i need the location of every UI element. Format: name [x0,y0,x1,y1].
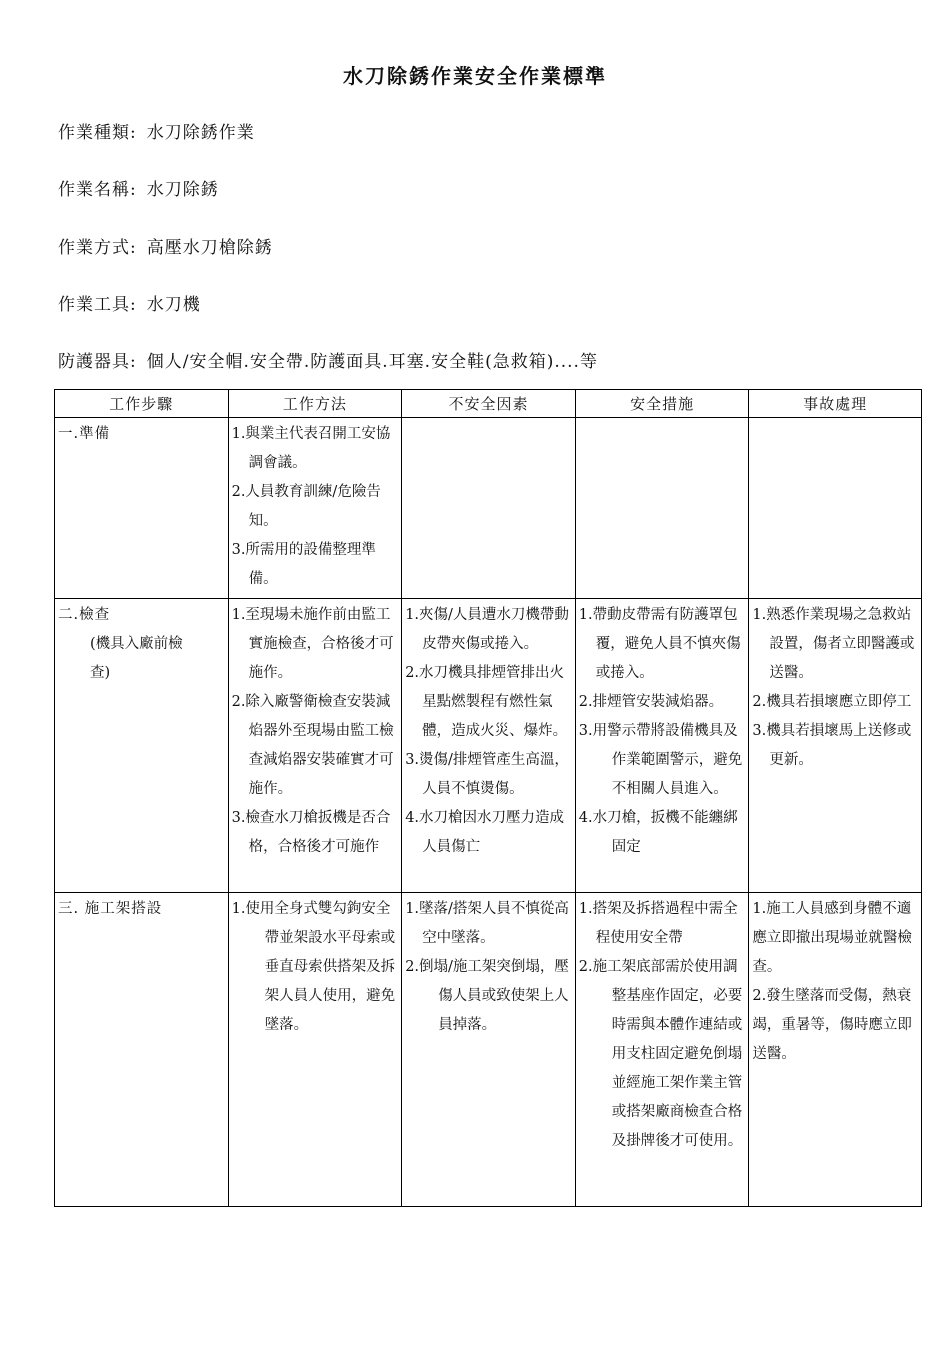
meta-work-method-label: 作業方式: [58,238,137,258]
table-header-row [55,390,922,418]
meta-work-type-label: 作業種類: [58,123,137,143]
meta-work-method-value: 高壓水刀槍除銹 [146,238,273,258]
cell-methods [228,418,402,599]
list-item: 2.水刀機具排煙管排出火星點燃製程有燃性氣體，造成火災、爆炸。 [405,665,568,739]
cell-hazards [402,599,576,893]
cell-methods [228,893,402,1207]
list-item: 4.水刀槍，扳機不能纏綁固定 [578,810,738,855]
meta-work-type [58,118,255,143]
list-item: 1.使用全身式雙勾鉤安全帶並架設水平母索或垂直母索供搭架及拆架人員人使用，避免墜落。 [231,901,396,1033]
cell-handling [749,418,922,599]
meta-protective-gear-label: 防護器具: [58,352,137,372]
cell-measures [575,599,749,893]
list-item: 1.與業主代表召開工安協調會議。 [231,426,391,471]
list-item: 2.排煙管安裝減焰器。 [578,694,724,710]
meta-work-type-value: 水刀除銹作業 [146,123,255,143]
list-item: 2.發生墜落而受傷，熱衰竭，重暑等，傷時應立即送醫。 [752,988,912,1062]
cell-methods [228,599,402,893]
list-item: 4.水刀槍因水刀壓力造成人員傷亡 [405,810,565,855]
step-label: 二.檢查 [58,607,111,623]
list-item: 3.檢查水刀槍扳機是否合格，合格後才可施作 [231,810,391,855]
list-item: 3.所需用的設備整理準備。 [231,542,376,587]
safety-standard-table [54,389,922,1207]
meta-work-tool-label: 作業工具: [58,295,137,315]
meta-protective-gear [58,347,598,372]
step-label: 三. 施工架搭設 [58,901,163,917]
cell-step [55,893,229,1207]
list-item: 3.燙傷/排煙管產生高溫，人員不慎燙傷。 [405,752,569,797]
cell-hazards [402,893,576,1207]
header-safety-measures: 安全措施 [575,390,749,418]
list-item: 2.人員教育訓練/危險告知。 [231,484,381,529]
list-item: 2.施工架底部需於使用調整基座作固定，必要時需與本體作連結或用支柱固定避免倒塌並經施工架作業主管或搭架廠商檢查合格及掛牌後才可使用。 [578,959,743,1149]
header-work-method: 工作方法 [228,390,402,418]
step-sub-label: (機具入廠前檢查) [90,636,183,681]
page-title: 水刀除銹作業安全作業標準 [343,64,607,88]
meta-work-name-label: 作業名稱: [58,180,137,200]
header-accident-handling: 事故處理 [749,390,922,418]
list-item: 2.倒塌/施工架突倒塌，壓傷人員或致使架上人員掉落。 [405,959,569,1033]
list-item: 1.熟悉作業現場之急救站設置，傷者立即醫護或送醫。 [752,607,915,681]
cell-measures [575,893,749,1207]
header-hazards: 不安全因素 [402,390,576,418]
list-item: 1.搭架及拆搭過程中需全程使用安全帶 [578,901,738,946]
list-item: 3.用警示帶將設備機具及作業範圍警示，避免不相關人員進入。 [578,723,743,797]
table-row [55,599,922,893]
list-item: 1.至現場未施作前由監工實施檢查，合格後才可施作。 [231,607,394,681]
cell-handling [749,599,922,893]
list-item: 2.機具若損壞應立即停工 [752,694,912,710]
cell-step [55,418,229,599]
table-row [55,418,922,599]
header-work-step: 工作步驟 [55,390,229,418]
cell-hazards [402,418,576,599]
meta-work-tool [58,290,201,315]
meta-work-name-value: 水刀除銹 [146,180,219,200]
meta-protective-gear-value: 個人/安全帽.安全帶.防護面具.耳塞.安全鞋(急救箱)....等 [146,352,598,372]
meta-work-method [58,233,273,258]
cell-step [55,599,229,893]
table-row [55,893,922,1207]
list-item: 2.除入廠警衛檢查安裝減焰器外至現場由監工檢查減焰器安裝確實才可施作。 [231,694,394,797]
list-item: 1.墜落/搭架人員不慎從高空中墜落。 [405,901,569,946]
list-item: 1.帶動皮帶需有防護罩包覆，避免人員不慎夾傷或捲入。 [578,607,741,681]
meta-work-name [58,175,219,200]
cell-measures [575,418,749,599]
cell-handling [749,893,922,1207]
meta-work-tool-value: 水刀機 [146,295,201,315]
step-label: 一.準備 [58,426,111,442]
list-item: 1.施工人員感到身體不適應立即撤出現場並就醫檢查。 [752,901,912,975]
list-item: 3.機具若損壞馬上送修或更新。 [752,723,912,768]
list-item: 1.夾傷/人員遭水刀機帶動皮帶夾傷或捲入。 [405,607,569,652]
